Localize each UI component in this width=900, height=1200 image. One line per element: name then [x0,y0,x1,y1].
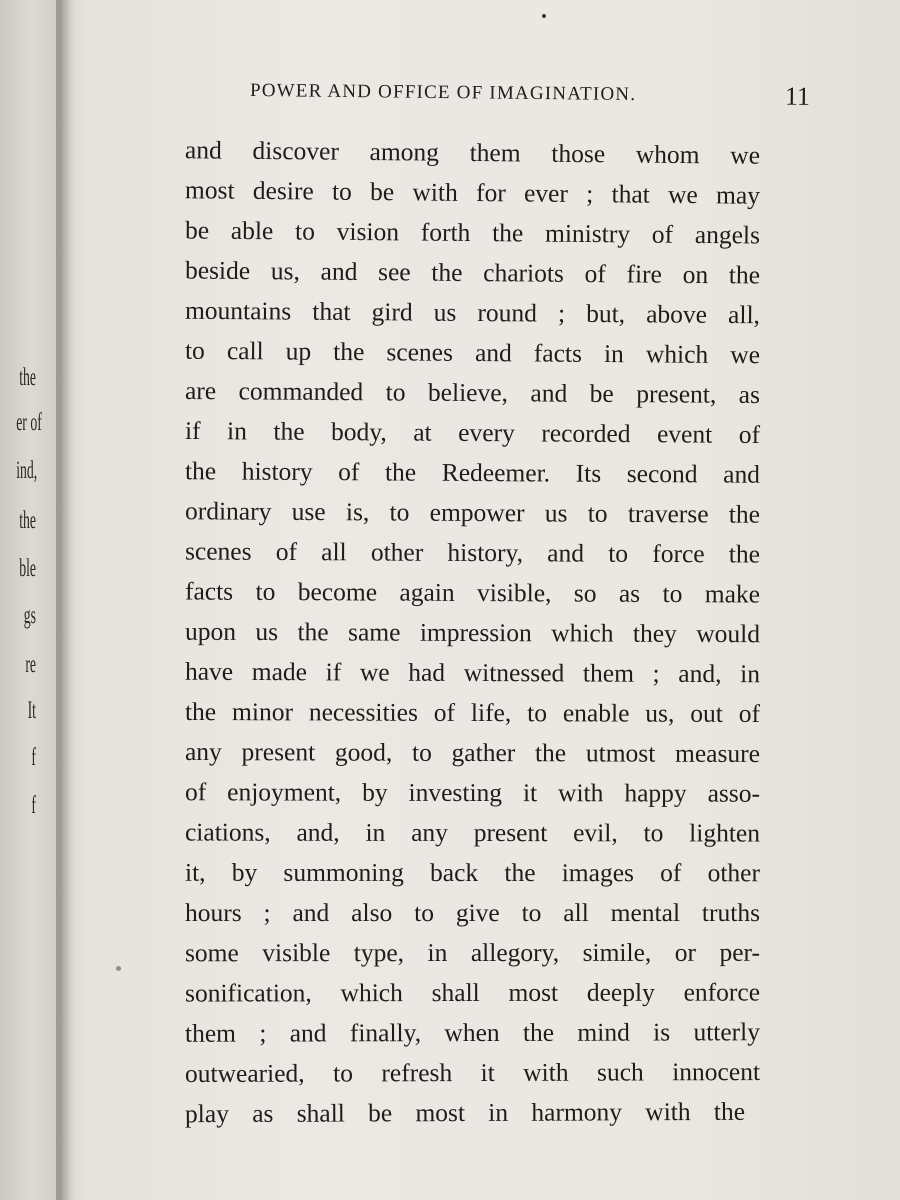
text-line: are commanded to believe, and be present, as [184,375,761,410]
paper-speck [542,14,546,18]
text-line: upon us the same impression which they would [184,616,761,649]
left-page-fragment: ind, [16,457,38,484]
left-page-fragment: gs [23,602,36,629]
text-line: have made if we had witnessed them ; and, in [184,656,761,689]
text-line: some visible type, in allegory, simile, or per- [184,937,761,968]
text-line: to call up the scenes and facts in which we [184,335,761,370]
text-line: beside us, and see the chariots of fire on the [184,255,761,290]
text-line: it, by summoning back the images of other [184,857,761,888]
text-line: facts to become again visible, so as to make [184,576,761,609]
text-line: hours ; and also to give to all mental truths [185,898,760,927]
text-line: any present good, to gather the utmost measure [184,736,761,769]
text-line: most desire to be with for ever ; that we may [184,175,761,210]
left-page-fragment: er of [16,409,42,436]
left-page-fragment: the [19,507,36,534]
text-line: be able to vision forth the ministry of angels [184,215,761,250]
text-line: if in the body, at every recorded event of [184,415,761,450]
text-line: ciations, and, in any present evil, to lighten [184,817,761,848]
text-line: of enjoyment, by investing it with happy asso- [184,777,761,808]
left-page-fragment: ble [19,555,36,582]
text-line: the history of the Redeemer. Its second and [184,456,761,489]
text-line: scenes of all other history, and to force the [184,536,761,569]
running-head-title: POWER AND OFFICE OF IMAGINATION. [249,80,637,106]
paper-speck [116,966,121,971]
page-number: 11 [784,81,811,111]
left-page-fragment: f [31,792,36,819]
right-page [70,0,900,1200]
text-line: ordinary use is, to empower us to traverse the [184,496,761,529]
left-page-fragment: the [19,364,36,391]
left-page-fragment: f [31,744,36,771]
text-line: mountains that gird us round ; but, above all, [184,295,761,330]
running-head [250,76,810,112]
left-page-fragment: re [25,651,36,678]
text-line: sonification, which shall most deeply enforce [184,977,761,1008]
left-page [0,0,62,1200]
left-page-fragment: It [27,697,36,724]
text-line: the minor necessities of life, to enable us, out of [184,696,761,729]
text-line: play as shall be most in harmony with the [184,1096,746,1129]
text-line: outwearied, to refresh it with such innocent [184,1056,761,1089]
text-line: and discover among them those whom we [184,135,761,170]
text-line: them ; and finally, when the mind is utterly [184,1017,761,1048]
